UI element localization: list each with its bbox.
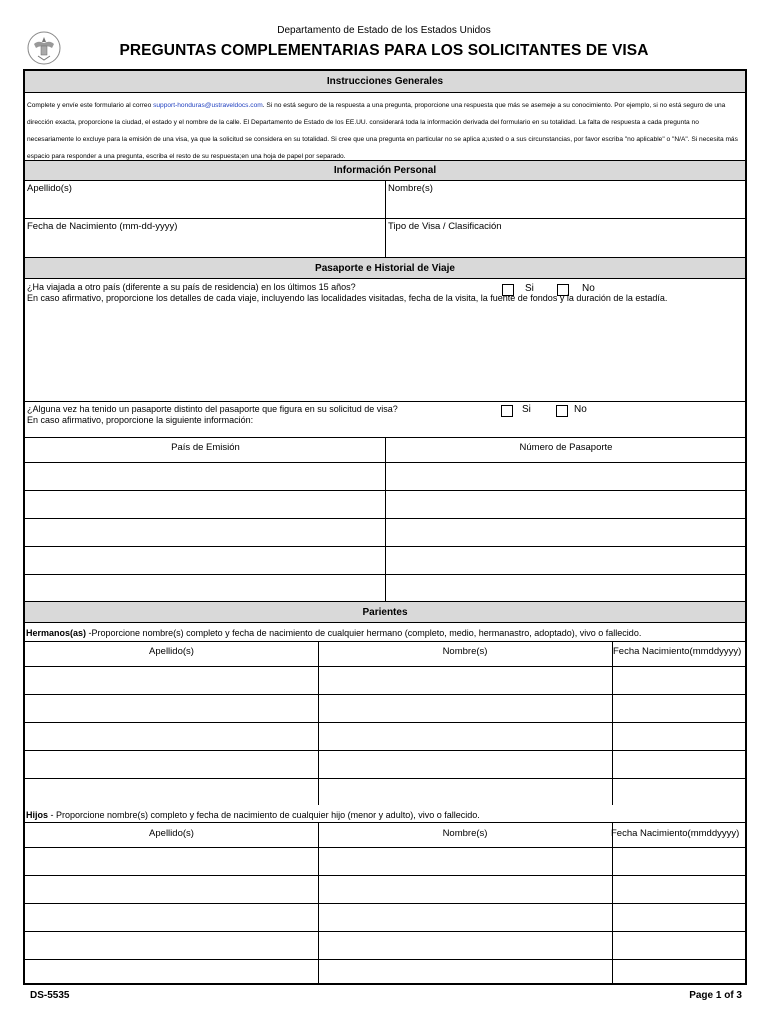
sibling-dob-cell[interactable] xyxy=(613,667,745,694)
support-email-link[interactable]: support-honduras@ustraveldocs.com xyxy=(153,102,263,109)
department-name: Departamento de Estado de los Estados Unidos xyxy=(277,25,491,36)
no-label: No xyxy=(574,404,587,415)
passport-country-cell[interactable] xyxy=(25,575,385,602)
passport-passport-number-cell[interactable] xyxy=(386,519,745,546)
child-surname-cell[interactable] xyxy=(25,904,318,931)
children-text: - Proporcione nombre(s) completo y fecha de nacimiento de cualquier hijo (menor y adulto), vivo o fallecido. xyxy=(48,810,480,820)
personal-heading: Información Personal xyxy=(25,160,745,181)
passport-yes-checkbox[interactable] xyxy=(501,405,513,417)
child-dob-cell[interactable] xyxy=(613,904,745,931)
sibling-given-name-cell[interactable] xyxy=(319,751,612,778)
sibling-surname-cell[interactable] xyxy=(25,695,318,722)
travel-detail-instructions: En caso afirmativo, proporcione los detalles de cada viaje, incluyendo las localidades visitadas, fecha de la visita, la fuente de fondos y la duración de la estadía. xyxy=(27,293,668,303)
child-surname-cell[interactable] xyxy=(25,876,318,903)
sibling-given-name-cell[interactable] xyxy=(319,695,612,722)
instructions-text-part: Complete y envíe este formulario al correo xyxy=(27,102,154,109)
sibling-dob-cell[interactable] xyxy=(613,723,745,750)
sibling-surname-header: Apellido(s) xyxy=(149,646,194,657)
sibling-given-name-cell[interactable] xyxy=(319,723,612,750)
sibling-surname-cell[interactable] xyxy=(25,723,318,750)
sibling-given-name-cell[interactable] xyxy=(319,779,612,806)
sibling-dob-cell[interactable] xyxy=(613,751,745,778)
sibling-given-name-cell[interactable] xyxy=(319,667,612,694)
child-dob-cell[interactable] xyxy=(613,876,745,903)
relatives-heading: Parientes xyxy=(25,601,745,623)
visa-type-label: Tipo de Visa / Clasificación xyxy=(388,221,502,232)
child-given-name-cell[interactable] xyxy=(319,848,612,875)
no-label: No xyxy=(582,283,595,294)
travel-heading: Pasaporte e Historial de Viaje xyxy=(25,257,745,279)
child-dob-header: Fecha Nacimiento(mmddyyyy) xyxy=(611,828,740,839)
siblings-text: -Proporcione nombre(s) completo y fecha de nacimiento de cualquier hermano (completo, medio, hermanastro, adoptado), vivo o fallecido. xyxy=(86,628,642,638)
children-instructions xyxy=(26,810,480,821)
sibling-surname-cell[interactable] xyxy=(25,667,318,694)
child-surname-cell[interactable] xyxy=(25,960,318,987)
child-given-header: Nombre(s) xyxy=(442,828,488,839)
form-title: PREGUNTAS COMPLEMENTARIAS PARA LOS SOLICITANTES DE VISA xyxy=(119,42,649,59)
child-given-name-cell[interactable] xyxy=(319,904,612,931)
child-given-name-cell[interactable] xyxy=(319,876,612,903)
other-passport-question: ¿Alguna vez ha tenido un pasaporte distinto del pasaporte que figura en su solicitud de visa? xyxy=(27,404,398,414)
yes-label: Si xyxy=(522,404,531,415)
given-name-label: Nombre(s) xyxy=(388,183,433,194)
sibling-dob-cell[interactable] xyxy=(613,695,745,722)
surname-field[interactable] xyxy=(25,181,386,218)
dob-label: Fecha de Nacimiento (mm-dd-yyyy) xyxy=(27,221,178,232)
divider xyxy=(25,641,745,642)
passport-passport-number-cell[interactable] xyxy=(386,463,745,490)
passport-number-header: Número de Pasaporte xyxy=(519,442,613,453)
dob-field[interactable] xyxy=(25,219,386,257)
sibling-surname-cell[interactable] xyxy=(25,779,318,806)
sibling-surname-cell[interactable] xyxy=(25,751,318,778)
passport-country-cell[interactable] xyxy=(25,547,385,574)
siblings-instructions xyxy=(26,628,641,639)
passport-country-cell[interactable] xyxy=(25,463,385,490)
travel-details-field[interactable] xyxy=(25,305,745,401)
other-passport-instructions: En caso afirmativo, proporcione la siguiente información: xyxy=(27,415,254,425)
child-surname-cell[interactable] xyxy=(25,932,318,959)
divider xyxy=(25,822,745,823)
yes-label: Si xyxy=(525,283,534,294)
passport-country-cell[interactable] xyxy=(25,519,385,546)
surname-label: Apellido(s) xyxy=(27,183,72,194)
form-container xyxy=(23,69,747,985)
sibling-dob-cell[interactable] xyxy=(613,779,745,806)
form-id: DS-5535 xyxy=(30,990,70,1001)
passport-passport-number-cell[interactable] xyxy=(386,491,745,518)
children-title: Hijos xyxy=(26,810,49,820)
passport-passport-number-cell[interactable] xyxy=(386,575,745,602)
passport-no-checkbox[interactable] xyxy=(556,405,568,417)
passport-passport-number-cell[interactable] xyxy=(386,547,745,574)
instructions-text xyxy=(27,97,745,165)
instructions-text-part: . Si no está seguro de la respuesta a una pregunta, proporcione una respuesta que más se asemeje a su conocimiento. Por ejemplo, si no está seguro de una dirección exacta, proporcione la ciudad, el estado y el nombre de la calle. El Departamento de Estado de los EE.UU. considerará toda la información derivada del formulario en su totalidad. La falta de respuesta a cada pregunta no necesariamente lo excluye para la emisión de una visa, ya que la solicitud se considera en su totalidad. Si cree que una pregunta en particular no se aplica a;usted o a sus circunstancias, por favor escriba "no aplicable" o "N/A". Si necesita más espacio para responder a una pregunta, escriba el resto de su respuesta;en una hoja de papel por separado. xyxy=(27,102,738,160)
child-surname-header: Apellido(s) xyxy=(149,828,194,839)
child-dob-cell[interactable] xyxy=(613,848,745,875)
sibling-given-header: Nombre(s) xyxy=(442,646,488,657)
page-number: Page 1 of 3 xyxy=(689,990,742,1001)
divider xyxy=(25,401,745,402)
instructions-heading: Instrucciones Generales xyxy=(25,71,745,93)
child-given-name-cell[interactable] xyxy=(319,932,612,959)
child-dob-cell[interactable] xyxy=(613,932,745,959)
given-name-field[interactable] xyxy=(386,181,746,218)
sibling-dob-header: Fecha Nacimiento(mmddyyyy) xyxy=(613,646,742,657)
child-given-name-cell[interactable] xyxy=(319,960,612,987)
child-surname-cell[interactable] xyxy=(25,848,318,875)
siblings-title: Hermanos(as) xyxy=(26,628,87,638)
visa-type-field[interactable] xyxy=(386,219,746,257)
travel-question: ¿Ha viajada a otro país (diferente a su país de residencia) en los últimos 15 años? xyxy=(27,282,356,292)
country-of-issue-header: País de Emisión xyxy=(171,442,240,453)
passport-country-cell[interactable] xyxy=(25,491,385,518)
child-dob-cell[interactable] xyxy=(613,960,745,987)
